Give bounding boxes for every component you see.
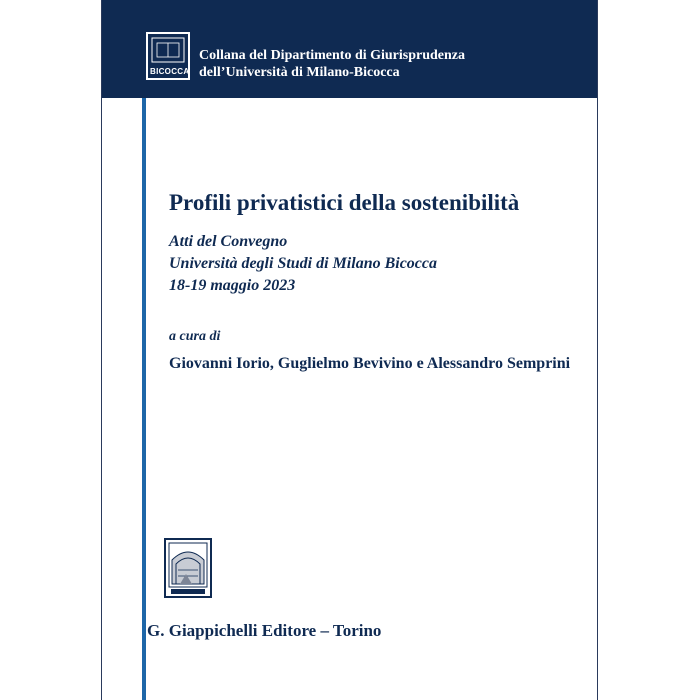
editors: Giovanni Iorio, Guglielmo Bevivino e Alessandro Semprini — [169, 355, 571, 372]
publisher-name: G. Giappichelli Editore – Torino — [147, 621, 382, 640]
header-band — [102, 0, 597, 98]
series-title — [199, 47, 465, 81]
curated-by-label: a cura di — [169, 329, 221, 344]
accent-bar — [142, 98, 146, 700]
publisher-emblem-icon — [164, 538, 212, 598]
subtitle-line2: Università degli Studi di Milano Bicocca — [169, 255, 438, 272]
series-title-line2: dell’Università di Milano-Bicocca — [199, 65, 400, 80]
book-title: Profili privatistici della sostenibilità — [169, 190, 520, 215]
series-title-line1: Collana del Dipartimento di Giurisprudenza — [199, 48, 466, 63]
subtitle-line1: Atti del Convegno — [169, 233, 288, 250]
book-subtitle — [169, 231, 437, 297]
book-cover — [101, 0, 598, 700]
logo-wordmark: BICOCCA — [150, 67, 190, 76]
university-logo — [146, 32, 190, 80]
subtitle-line3: 18-19 maggio 2023 — [169, 277, 296, 294]
